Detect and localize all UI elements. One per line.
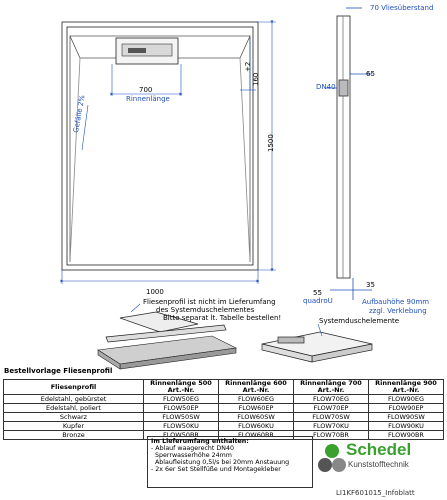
dim-65: 65: [366, 70, 375, 78]
table-header-row: [4, 380, 444, 395]
dim-width: 1000: [146, 288, 164, 296]
row-cell: FLOW70SW: [294, 413, 369, 422]
row-cell: FLOW60EG: [219, 395, 294, 404]
scope-item: Ablaufleistung 0,5l/s bei 20mm Anstauung: [151, 459, 290, 466]
header-rinne-600: [219, 380, 294, 395]
order-table: [3, 379, 444, 440]
row-finish: Edelstahl, poliert: [4, 404, 144, 413]
gefaelle-label: Gefälle 2%: [72, 94, 87, 134]
dim-rinnen: 700: [139, 86, 153, 94]
row-cell: FLOW60KU: [219, 422, 294, 431]
dim-height: 1500: [267, 134, 275, 152]
row-cell: FLOW90EG: [369, 395, 444, 404]
dim-55: 55: [313, 289, 322, 297]
row-finish: Kupfer: [4, 422, 144, 431]
table-row: [4, 395, 444, 404]
brand-sub: Kunststofftechnik: [348, 460, 409, 469]
row-cell: FLOW90KU: [369, 422, 444, 431]
row-cell: FLOW50EG: [144, 395, 219, 404]
dim-plus2: +2: [244, 61, 252, 72]
header-rinne-600-text: Rinnenlänge 600 Art.-Nr.: [225, 379, 287, 394]
row-cell: FLOW60BR: [219, 431, 294, 440]
header-rinne-900: [369, 380, 444, 395]
row-cell: FLOW50EP: [144, 404, 219, 413]
drain-channel: [116, 38, 178, 64]
scope-title: Im Lieferumfang enthalten:: [151, 438, 249, 445]
note-line-1: Fliesenprofil ist nicht im Lieferumfang: [143, 298, 276, 306]
row-finish: Schwarz: [4, 413, 144, 422]
scope-item: - 2x 6er Set Stellfüße und Montagekleber: [151, 466, 281, 473]
dim-35: 35: [366, 281, 375, 289]
schedel-logo: [318, 440, 446, 484]
row-cell: FLOW90EP: [369, 404, 444, 413]
row-cell: FLOW50SW: [144, 413, 219, 422]
row-finish: Bronze: [4, 431, 144, 440]
header-rinne-500-text: Rinnenlänge 500 Art.-Nr.: [150, 379, 212, 394]
rinnen-label: Rinnenlänge: [126, 95, 170, 103]
row-cell: FLOW60EP: [219, 404, 294, 413]
header-rinne-700-text: Rinnenlänge 700 Art.-Nr.: [300, 379, 362, 394]
quadro-label: quadroU: [303, 297, 333, 305]
header-rinne-700: [294, 380, 369, 395]
logo-mark-icon: [318, 442, 346, 476]
table-row: [4, 404, 444, 413]
tray-section-view: [326, 8, 372, 300]
aufbau-label: Aufbauhöhe 90mm: [362, 298, 430, 306]
dim-160: 160: [252, 72, 260, 86]
row-finish: Edelstahl, gebürstet: [4, 395, 144, 404]
brand-name: Schedel: [346, 440, 412, 459]
scope-item: Sperrwasserhöhe 24mm: [151, 452, 232, 459]
note-system: Systemduschelemente: [319, 317, 400, 325]
header-rinne-500: [144, 380, 219, 395]
scope-box: [147, 436, 313, 488]
iso-sketch-system-element: [262, 332, 372, 362]
row-cell: FLOW70BR: [294, 431, 369, 440]
header-rinne-900-text: Rinnenlänge 900 Art.-Nr.: [375, 379, 437, 394]
verklebung-label: zzgl. Verklebung: [369, 307, 427, 315]
row-cell: FLOW50KU: [144, 422, 219, 431]
row-cell: FLOW50BR: [144, 431, 219, 440]
row-cell: FLOW60SW: [219, 413, 294, 422]
row-cell: FLOW70EP: [294, 404, 369, 413]
row-cell: FLOW70KU: [294, 422, 369, 431]
table-row: [4, 413, 444, 422]
row-cell: FLOW90SW: [369, 413, 444, 422]
table-row: [4, 422, 444, 431]
vlies-label: 70 Vliesüberstand: [370, 4, 434, 12]
table-caption: Bestellvorlage Fliesenprofil: [4, 367, 113, 375]
dn40-label: DN40: [316, 83, 336, 91]
note-line-2: des Systemduschelementes: [156, 306, 255, 314]
header-fliesenprofil: Fliesenprofil: [4, 380, 144, 395]
scope-item: - Ablauf waagerecht DN40: [151, 445, 234, 452]
row-cell: FLOW70EG: [294, 395, 369, 404]
document-id: LI1KF601015_Infoblatt: [336, 489, 415, 497]
note-line-3: Bitte separat lt. Tabelle bestellen!: [163, 314, 282, 322]
row-cell: FLOW90BR: [369, 431, 444, 440]
